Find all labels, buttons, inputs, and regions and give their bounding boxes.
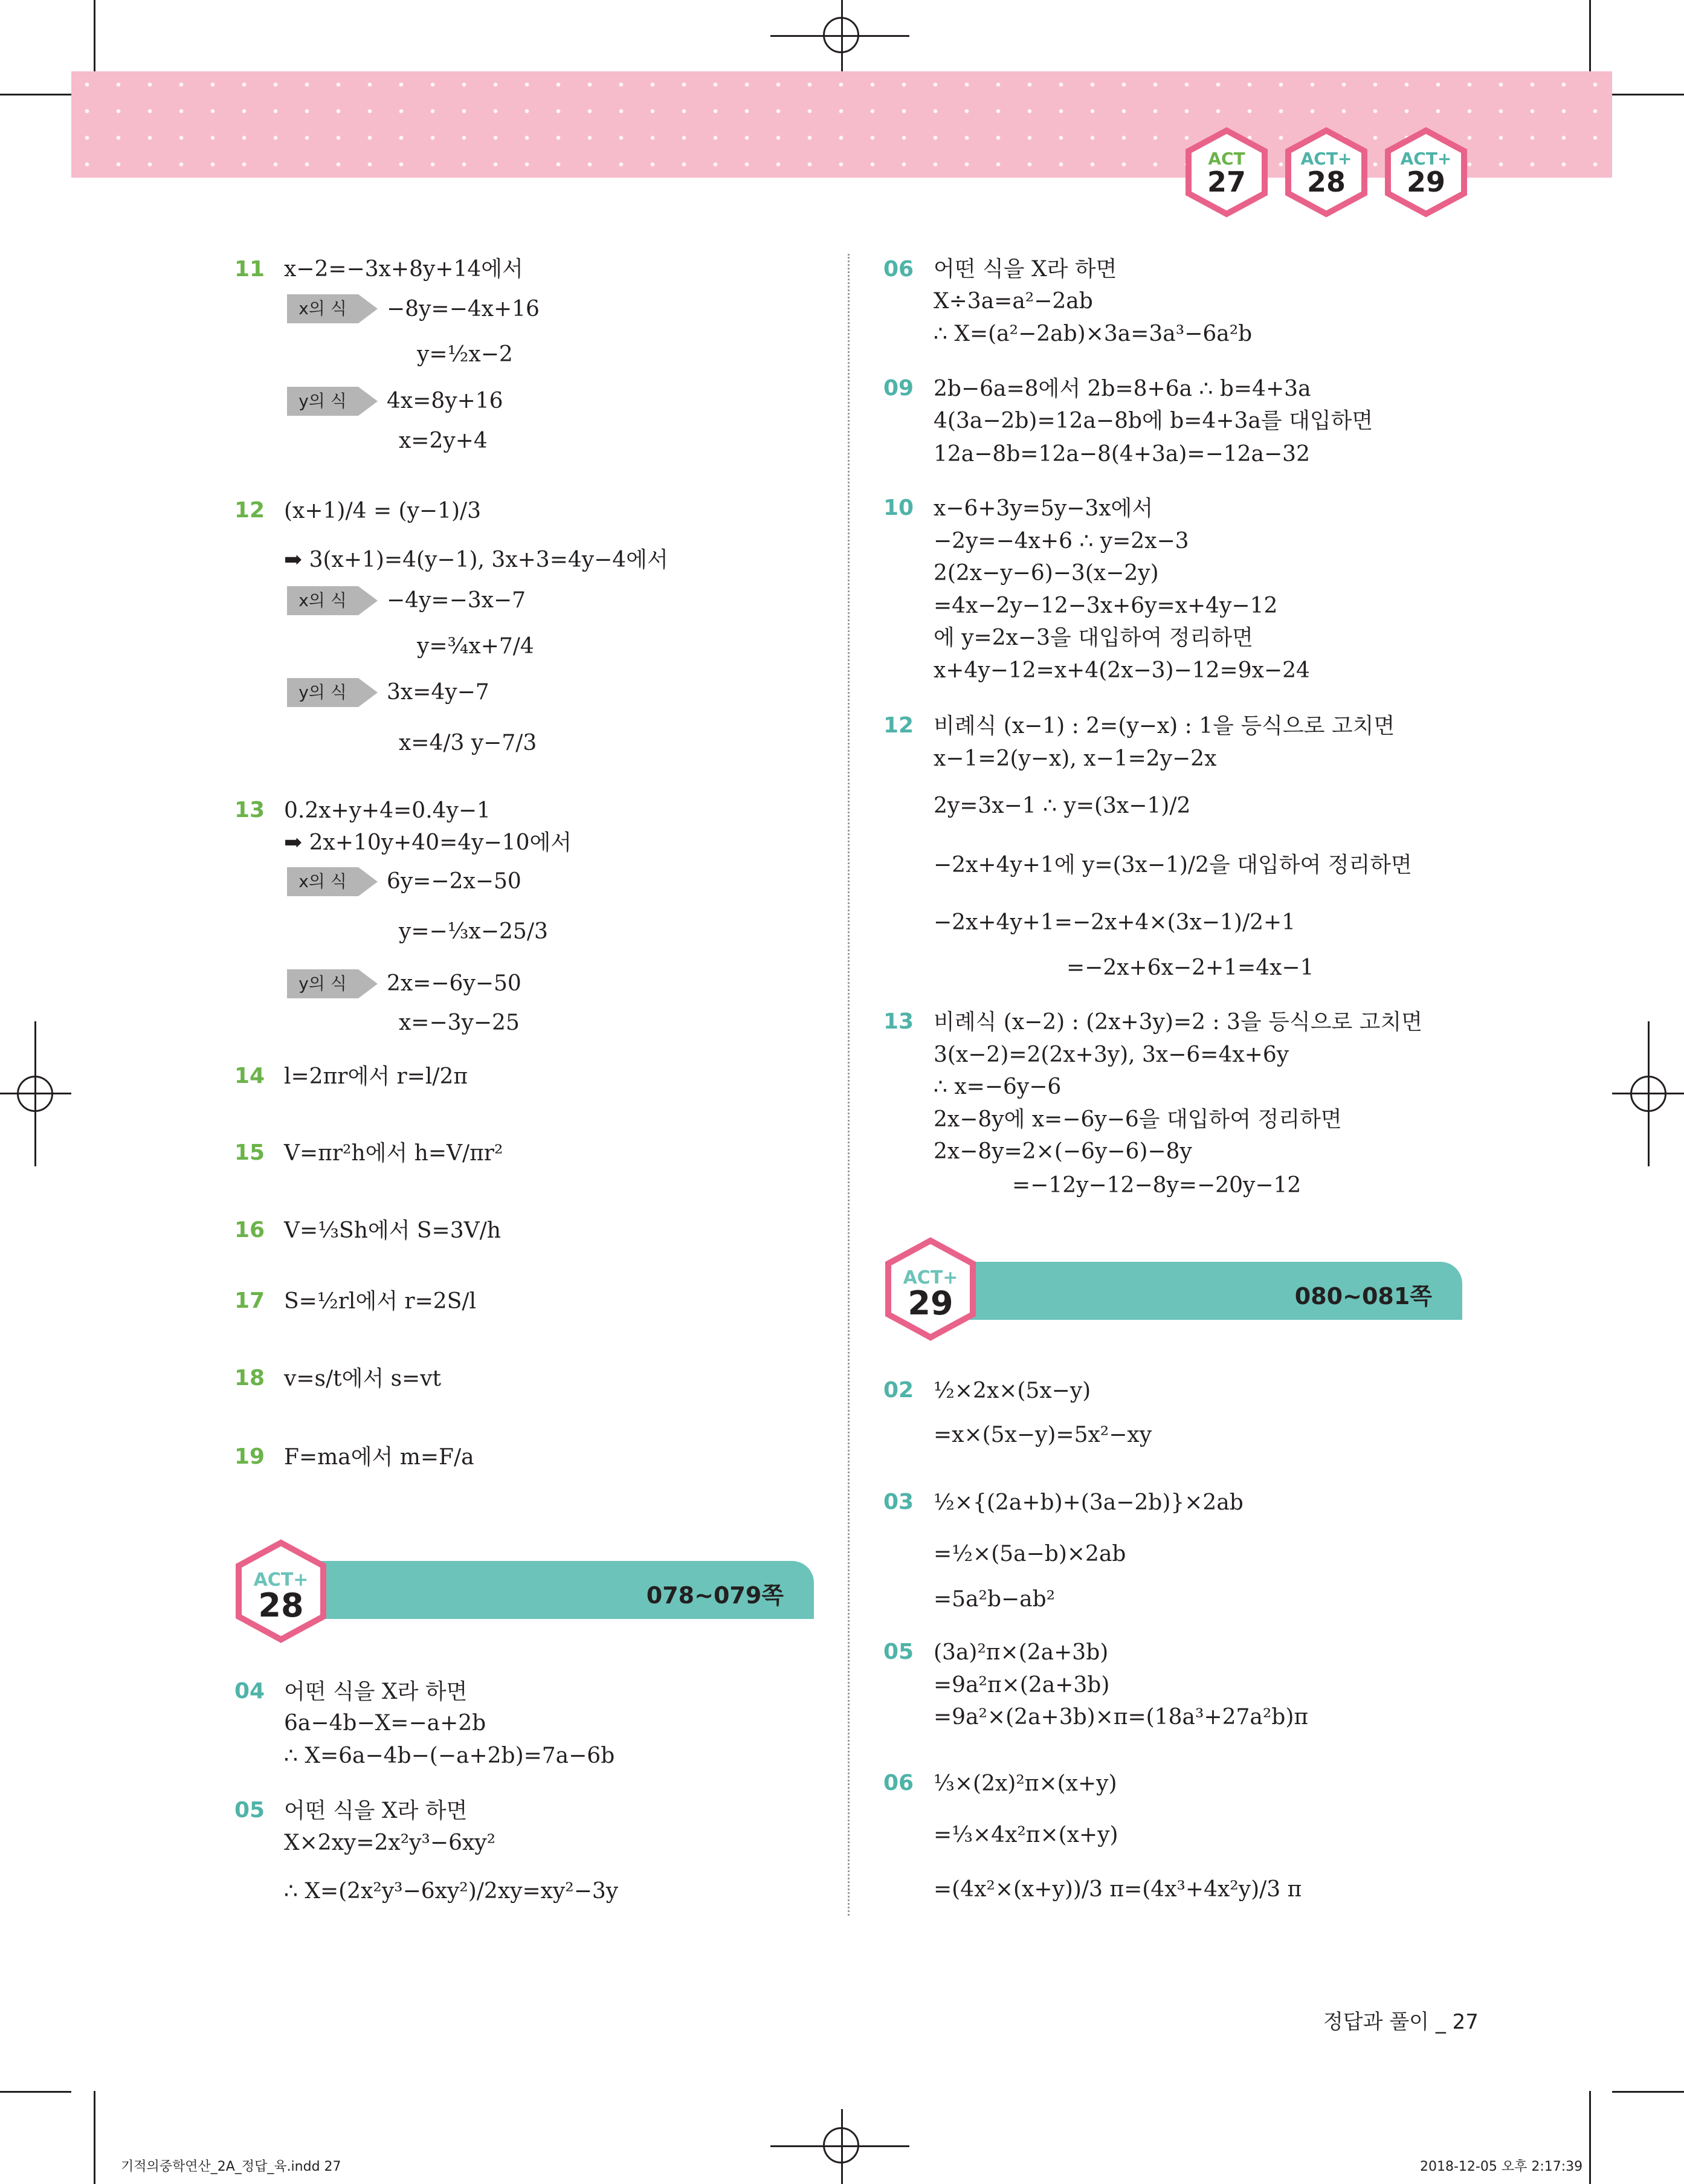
solution-line: −2x+4y+1=−2x+4×(3x−1)/2+1: [934, 910, 1296, 935]
problem-number: 19: [234, 1444, 265, 1469]
solution-line: 4(3a−2b)=12a−8b에 b=4+3a를 대입하면: [934, 409, 1373, 433]
section-badge-29: [882, 1236, 979, 1342]
solution-line: =4x−2y−12−3x+6y=x+4y−12: [934, 593, 1278, 618]
problem-number: 05: [234, 1798, 265, 1823]
badge-number: 27: [1207, 166, 1246, 198]
solution-line: S=½rl에서 r=2S/l: [284, 1289, 477, 1314]
solution-line: ½×2x×(5x−y): [934, 1378, 1091, 1403]
solution-line: 2x−8y에 x=−6y−6을 대입하여 정리하면: [934, 1107, 1342, 1132]
solution-line: ∴ X=(a²−2ab)×3a=3a³−6a²b: [934, 321, 1253, 346]
solution-line: 4x=8y+16: [387, 389, 503, 413]
badge-number: 28: [258, 1586, 304, 1624]
page-range: 078~079쪽: [646, 1582, 784, 1609]
badge-top-label: ACT: [1208, 149, 1245, 169]
crop-mark: [0, 2091, 71, 2093]
badge-act-27: [1181, 127, 1272, 218]
registration-mark: [1630, 1076, 1666, 1112]
problem-number: 12: [883, 713, 914, 738]
solution-line: y=¾x+7/4: [417, 634, 534, 659]
registration-mark: [17, 1076, 53, 1112]
badge-top-label: ACT+: [903, 1267, 958, 1288]
solution-line: 6y=−2x−50: [387, 869, 521, 894]
solution-line: −2x+4y+1에 y=(3x−1)/2을 대입하여 정리하면: [934, 853, 1412, 877]
solution-line: (3a)²π×(2a+3b): [934, 1640, 1109, 1665]
solution-line: =9a²π×(2a+3b): [934, 1673, 1110, 1698]
problem-number: 14: [234, 1064, 265, 1088]
solution-line: =(4x²×(x+y))/3 π=(4x³+4x²y)/3 π: [934, 1877, 1302, 1902]
y-expression-tag: y의 식: [287, 678, 378, 707]
solution-line: x+4y−12=x+4(2x−3)−12=9x−24: [934, 658, 1310, 683]
solution-line: −2y=−4x+6 ∴ y=2x−3: [934, 529, 1189, 554]
solution-line: F=ma에서 m=F/a: [284, 1445, 474, 1470]
solution-line: 에 y=2x−3을 대입하여 정리하면: [934, 625, 1253, 650]
solution-line: −4y=−3x−7: [387, 588, 526, 613]
solution-line: 2b−6a=8에서 2b=8+6a ∴ b=4+3a: [934, 376, 1311, 401]
problem-number: 13: [234, 798, 265, 822]
badge-number: 29: [1406, 166, 1445, 198]
solution-line: V=⅓Sh에서 S=3V/h: [284, 1218, 501, 1243]
solution-line: 비례식 (x−2) : (2x+3y)=2 : 3을 등식으로 고치면: [934, 1010, 1423, 1035]
solution-line: x=−3y−25: [399, 1010, 520, 1035]
badge-top-label: ACT+: [253, 1569, 309, 1591]
solution-line: v=s/t에서 s=vt: [284, 1366, 442, 1391]
solution-line: y=½x−2: [417, 342, 513, 367]
crop-mark: [1612, 94, 1684, 95]
solution-line: =5a²b−ab²: [934, 1587, 1056, 1612]
solution-line: ➡ 2x+10y+40=4y−10에서: [284, 830, 572, 855]
solution-line: ➡ 3(x+1)=4(y−1), 3x+3=4y−4에서: [284, 548, 668, 572]
print-slug-date: 2018-12-05 오후 2:17:39: [1420, 2159, 1583, 2174]
page-footer-label: 정답과 풀이 _ 27: [1323, 2010, 1479, 2034]
solution-line: =x×(5x−y)=5x²−xy: [934, 1423, 1152, 1447]
print-slug-file: 기적의중학연산_2A_정답_육.indd 27: [121, 2159, 341, 2174]
problem-number: 06: [883, 257, 914, 282]
solution-line: −8y=−4x+16: [387, 297, 540, 321]
solution-line: ⅓×(2x)²π×(x+y): [934, 1771, 1117, 1796]
solution-line: ∴ x=−6y−6: [934, 1074, 1062, 1099]
solution-line: x−1=2(y−x), x−1=2y−2x: [934, 746, 1217, 771]
crop-mark: [94, 2091, 95, 2184]
solution-line: =−12y−12−8y=−20y−12: [1012, 1173, 1302, 1198]
problem-number: 11: [234, 257, 265, 282]
problem-number: 16: [234, 1218, 265, 1242]
solution-line: 2x=−6y−50: [387, 971, 521, 996]
section-bar-28: [284, 1561, 814, 1619]
solution-line: X÷3a=a²−2ab: [934, 289, 1093, 314]
crop-mark: [1612, 2091, 1684, 2093]
y-expression-tag: y의 식: [287, 969, 378, 998]
problem-number: 09: [883, 376, 914, 401]
problem-number: 03: [883, 1490, 914, 1514]
y-expression-tag: y의 식: [287, 387, 378, 416]
solution-line: ½×{(2a+b)+(3a−2b)}×2ab: [934, 1490, 1244, 1515]
solution-line: x−2=−3x+8y+14에서: [284, 257, 523, 282]
solution-line: x=4/3 y−7/3: [399, 731, 537, 755]
crop-mark: [1589, 2091, 1591, 2184]
solution-line: x−6+3y=5y−3x에서: [934, 496, 1153, 521]
registration-mark: [823, 2127, 859, 2163]
problem-number: 04: [234, 1679, 265, 1704]
solution-line: 12a−8b=12a−8(4+3a)=−12a−32: [934, 442, 1310, 467]
solution-line: x=2y+4: [399, 428, 488, 453]
problem-number: 18: [234, 1366, 265, 1391]
x-expression-tag: x의 식: [287, 294, 378, 323]
column-divider: [848, 254, 850, 1916]
solution-line: X×2xy=2x²y³−6xy²: [284, 1830, 496, 1855]
crop-mark: [0, 94, 71, 95]
page-range: 080~081쪽: [1294, 1283, 1432, 1310]
solution-line: =9a²×(2a+3b)×π=(18a³+27a²b)π: [934, 1705, 1309, 1730]
solution-line: 어떤 식을 X라 하면: [284, 1798, 468, 1823]
section-bar-29: [934, 1262, 1462, 1320]
solution-line: =½×(5a−b)×2ab: [934, 1542, 1126, 1566]
problem-number: 12: [234, 498, 265, 523]
solution-line: 어떤 식을 X라 하면: [284, 1679, 468, 1704]
section-badge-28: [233, 1538, 329, 1644]
problem-number: 17: [234, 1288, 265, 1313]
solution-line: 3(x−2)=2(2x+3y), 3x−6=4x+6y: [934, 1042, 1289, 1067]
solution-line: ∴ X=(2x²y³−6xy²)/2xy=xy²−3y: [284, 1879, 619, 1904]
solution-line: y=−⅓x−25/3: [399, 919, 548, 944]
solution-line: 0.2x+y+4=0.4y−1: [284, 798, 491, 823]
solution-line: =⅓×4x²π×(x+y): [934, 1823, 1118, 1847]
solution-line: 2(2x−y−6)−3(x−2y): [934, 561, 1159, 586]
badge-act-28: [1281, 127, 1372, 218]
badge-act-29: [1381, 127, 1471, 218]
problem-number: 02: [883, 1378, 914, 1403]
solution-line: 2x−8y=2×(−6y−6)−8y: [934, 1139, 1192, 1164]
registration-mark: [823, 17, 859, 53]
badge-number: 28: [1306, 166, 1346, 198]
badge-top-label: ACT+: [1400, 149, 1452, 169]
x-expression-tag: x의 식: [287, 867, 378, 896]
solution-line: 6a−4b−X=−a+2b: [284, 1711, 486, 1736]
solution-line: (x+1)/4 = (y−1)/3: [284, 499, 482, 523]
problem-number: 06: [883, 1771, 914, 1795]
badge-number: 29: [908, 1284, 953, 1322]
problem-number: 13: [883, 1009, 914, 1034]
solution-line: ∴ X=6a−4b−(−a+2b)=7a−6b: [284, 1743, 615, 1768]
solution-line: V=πr²h에서 h=V/πr²: [284, 1141, 503, 1166]
badge-top-label: ACT+: [1300, 149, 1352, 169]
solution-line: 3x=4y−7: [387, 680, 489, 705]
problem-number: 15: [234, 1140, 265, 1165]
x-expression-tag: x의 식: [287, 586, 378, 615]
solution-line: 2y=3x−1 ∴ y=(3x−1)/2: [934, 793, 1191, 818]
solution-line: =−2x+6x−2+1=4x−1: [1066, 955, 1314, 980]
solution-line: 비례식 (x−1) : 2=(y−x) : 1을 등식으로 고치면: [934, 714, 1395, 738]
solution-line: 어떤 식을 X라 하면: [934, 257, 1117, 282]
solution-line: l=2πr에서 r=l/2π: [284, 1064, 468, 1089]
problem-number: 05: [883, 1640, 914, 1664]
problem-number: 10: [883, 496, 914, 520]
